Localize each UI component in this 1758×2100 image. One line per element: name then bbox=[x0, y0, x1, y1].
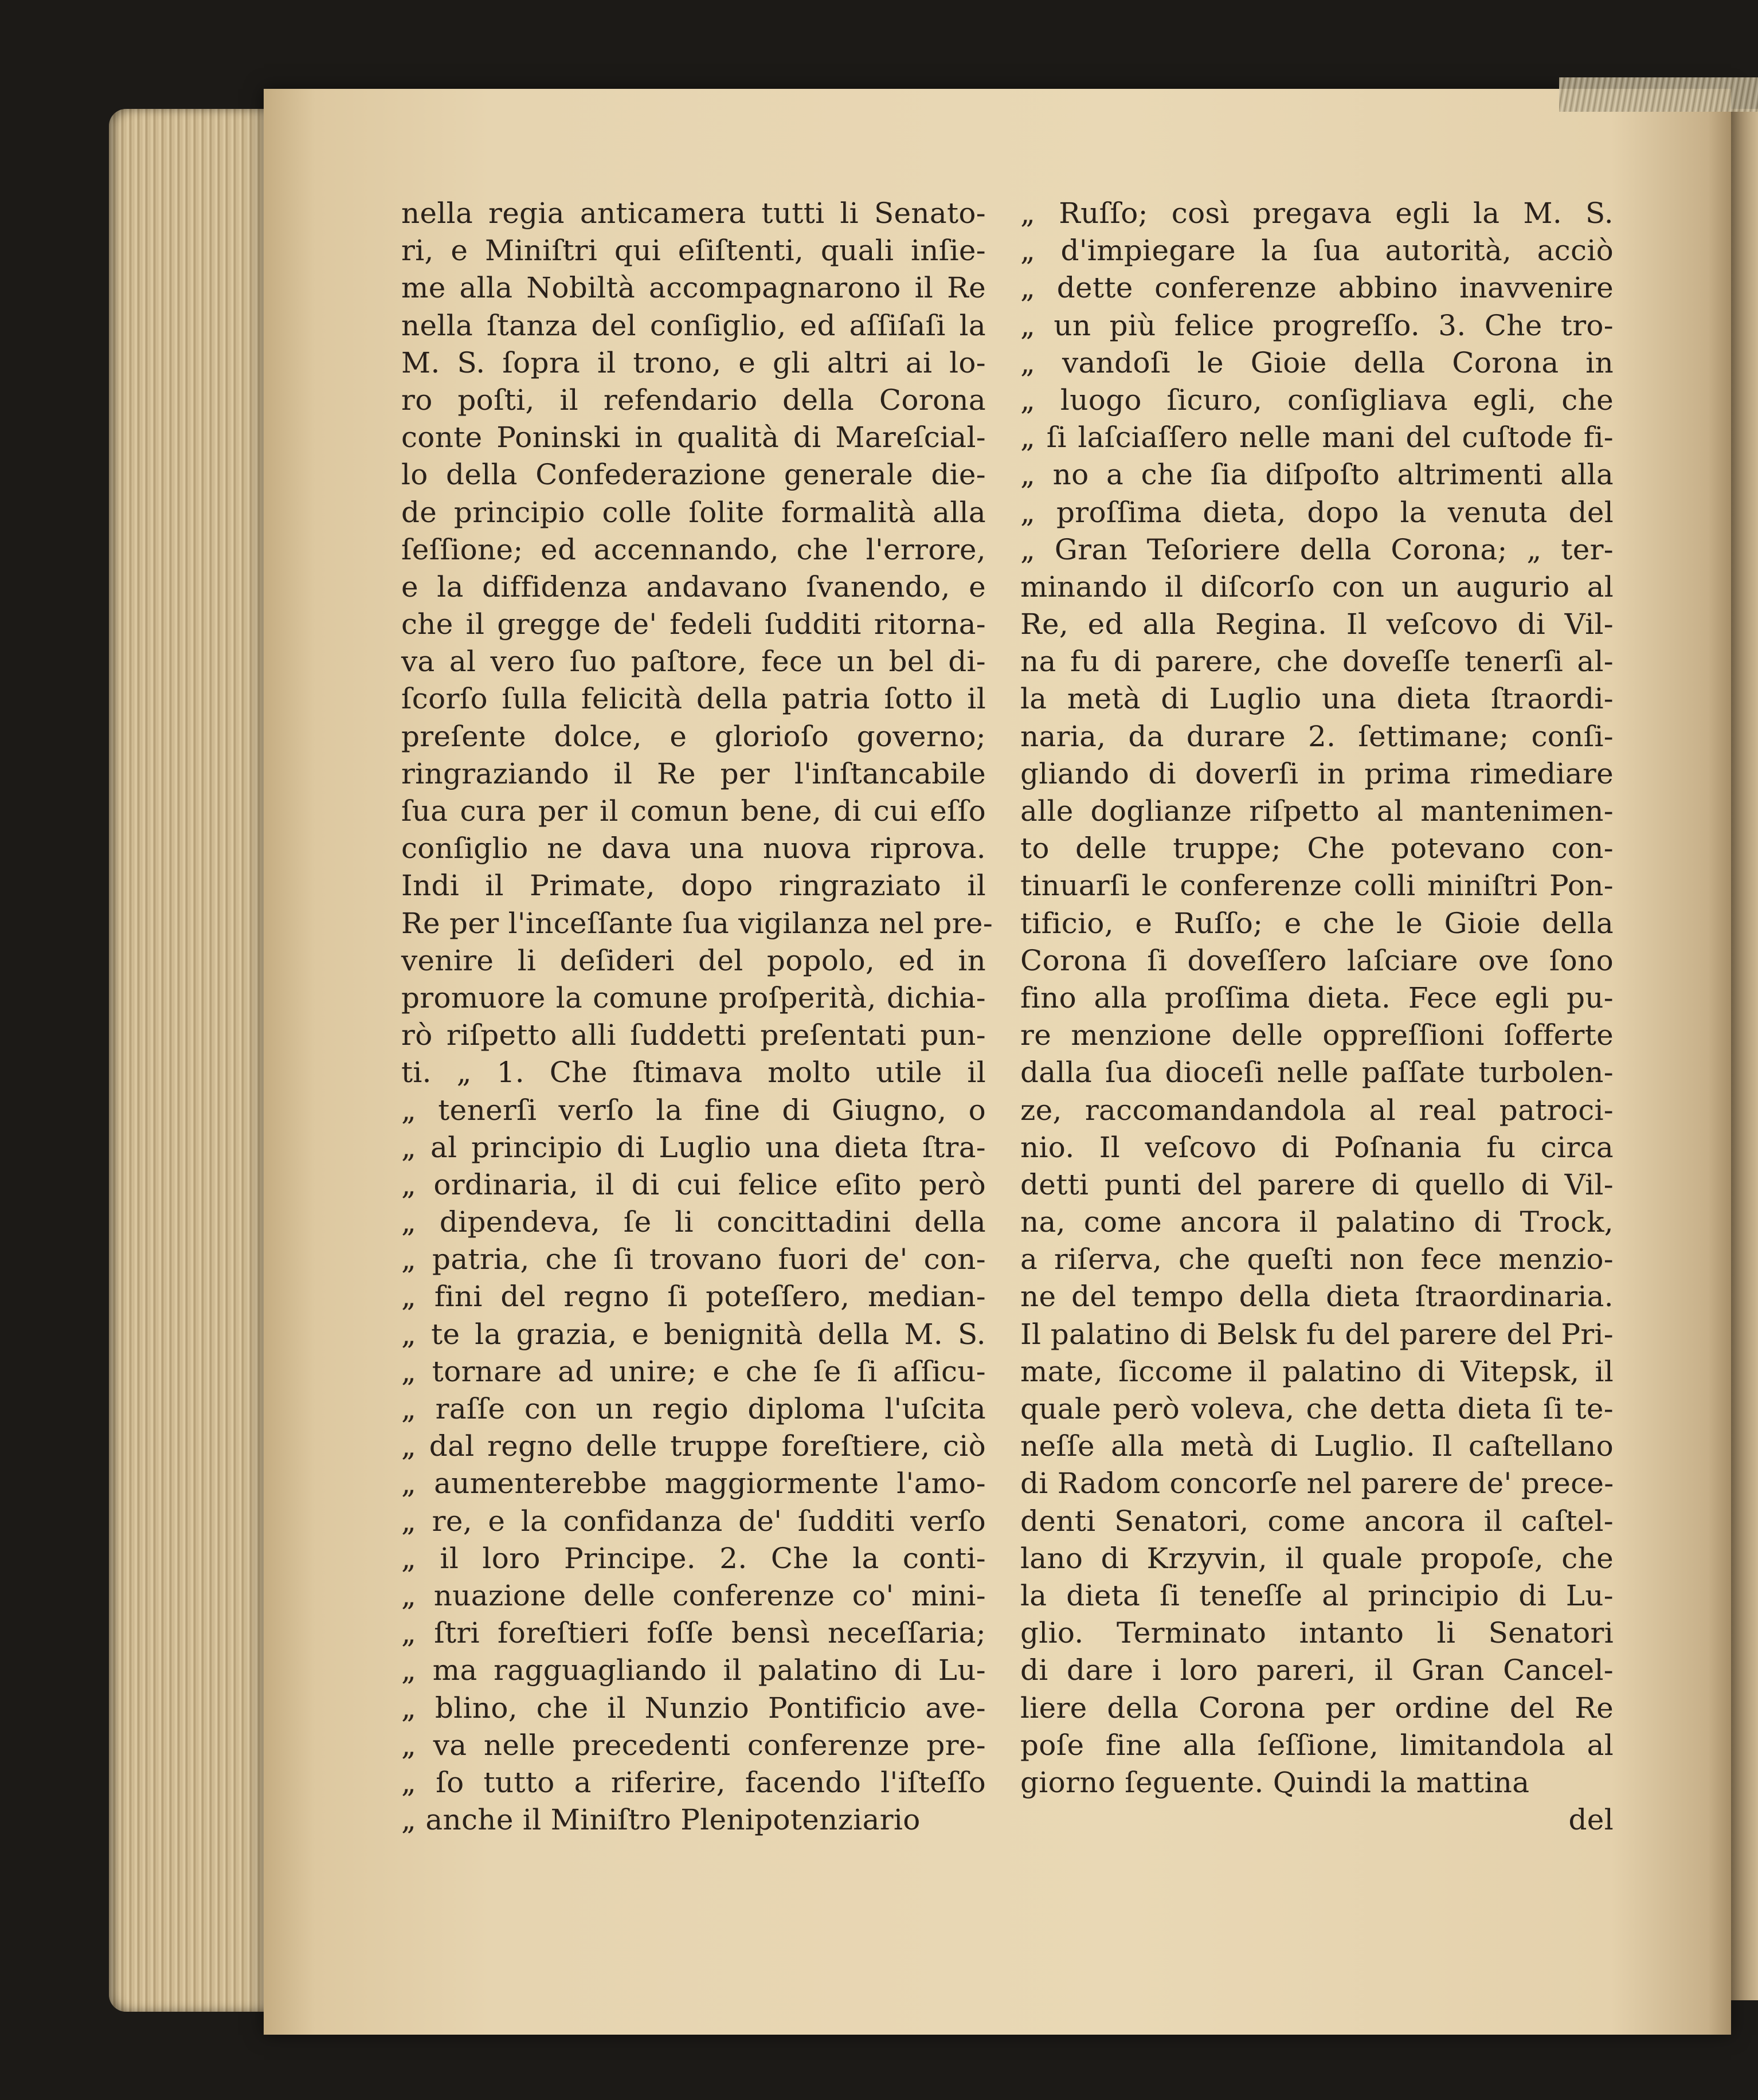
text-line: „ raſſe con un regio diploma l'uſcita bbox=[401, 1392, 986, 1425]
text-line: „ dette conferenze abbino inavvenire bbox=[1020, 271, 1614, 305]
text-line: „ blino, che il Nunzio Pontificio ave- bbox=[401, 1691, 986, 1725]
text-line: detti punti del parere di quello di Vil- bbox=[1020, 1167, 1614, 1201]
text-line: „ anche il Miniſtro Plenipotenziario bbox=[401, 1803, 921, 1837]
text-line: la metà di Luglio una dieta ſtraordi- bbox=[1020, 682, 1614, 716]
text-line: „ Gran Teſoriere della Corona; „ ter- bbox=[1020, 532, 1614, 566]
text-line: ſcorſo ſulla felicità della patria ſotto il bbox=[401, 682, 986, 716]
text-line: conte Poninski in qualità di Mareſcial- bbox=[401, 421, 986, 455]
text-line: minando il diſcorſo con un augurio al bbox=[1020, 570, 1614, 604]
text-line: „ re, e la confidanza de' ſudditi verſo bbox=[401, 1504, 986, 1538]
text-line: glio. Terminato intanto li Senatori bbox=[1020, 1616, 1614, 1650]
text-line: nio. Il veſcovo di Poſnania fu circa bbox=[1020, 1130, 1614, 1164]
text-line: Il palatino di Belsk fu del parere del Pri- bbox=[1020, 1317, 1614, 1351]
text-line: ri, e Miniſtri qui eſiſtenti, quali inſie- bbox=[401, 234, 986, 268]
text-line: tificio, e Ruſſo; e che le Gioie della bbox=[1020, 906, 1614, 940]
text-line: „ aumenterebbe maggiormente l'amo- bbox=[401, 1467, 986, 1500]
text-line: poſe fine alla ſeſſione, limitandola al bbox=[1020, 1728, 1614, 1762]
text-line: lo della Confederazione generale die- bbox=[401, 458, 986, 492]
text-line: „ luogo ſicuro, conſigliava egli, che bbox=[1020, 383, 1614, 417]
text-line: „ ſo tutto a riferire, facendo l'iſteſſo bbox=[401, 1765, 986, 1799]
text-line: gliando di doverſi in prima rimediare bbox=[1020, 757, 1614, 790]
text-line: to delle truppe; Che potevano con- bbox=[1020, 832, 1614, 865]
text-line: „ tenerſi verſo la fine di Giugno, o bbox=[401, 1093, 986, 1127]
right-text-column bbox=[1020, 195, 1614, 1839]
text-line: Re, ed alla Regina. Il veſcovo di Vil- bbox=[1020, 608, 1614, 641]
text-line: alle doglianze riſpetto al mantenimen- bbox=[1020, 794, 1614, 828]
text-line: „ nuazione delle conferenze co' mini- bbox=[401, 1578, 986, 1612]
text-line: la dieta ſi teneſſe al principio di Lu- bbox=[1020, 1578, 1614, 1612]
text-line: ne del tempo della dieta ſtraordinaria. bbox=[1020, 1280, 1614, 1314]
text-line: „ proſſima dieta, dopo la venuta del bbox=[1020, 495, 1614, 529]
text-line: conſiglio ne dava una nuova riprova. bbox=[401, 832, 986, 865]
text-line: „ va nelle precedenti conferenze pre- bbox=[401, 1728, 986, 1762]
text-line: denti Senatori, come ancora il caſtel- bbox=[1020, 1504, 1614, 1538]
text-line: preſente dolce, e glorioſo governo; bbox=[401, 719, 986, 753]
text-line: „ d'impiegare la ſua autorità, acciò bbox=[1020, 234, 1614, 268]
text-line: va al vero ſuo paſtore, fece un bel di- bbox=[401, 645, 986, 679]
text-line: „ un più felice progreſſo. 3. Che tro- bbox=[1020, 308, 1614, 342]
page-edges bbox=[109, 109, 275, 2012]
left-text-column bbox=[401, 195, 993, 1839]
text-line: che il gregge de' fedeli ſudditi ritorna- bbox=[401, 608, 986, 641]
binding-thread bbox=[1559, 77, 1758, 112]
text-line: ſeſſione; ed accennando, che l'errore, bbox=[401, 532, 986, 566]
text-line: „ Ruſſo; così pregava egli la M. S. bbox=[1020, 197, 1614, 230]
text-line: Re per l'inceſſante ſua vigilanza nel pre- bbox=[401, 906, 993, 940]
text-line: „ ſtri foreſtieri foſſe bensì neceſſaria; bbox=[401, 1616, 986, 1650]
text-line: M. S. ſopra il trono, e gli altri ai lo- bbox=[401, 346, 986, 379]
text-line: „ vandoſi le Gioie della Corona in bbox=[1020, 346, 1614, 379]
text-line: venire li deſideri del popolo, ed in bbox=[401, 943, 986, 977]
text-line: „ fini del regno ſi poteſſero, median- bbox=[401, 1280, 986, 1314]
text-line: „ te la grazia, e benignità della M. S. bbox=[401, 1317, 986, 1351]
text-line: di Radom concorſe nel parere de' prece- bbox=[1020, 1467, 1614, 1500]
text-line: na fu di parere, che doveſſe tenerſi al- bbox=[1020, 645, 1614, 679]
text-line: „ ordinaria, il di cui felice eſito però bbox=[401, 1167, 986, 1201]
text-line: mate, ſiccome il palatino di Vitepsk, il bbox=[1020, 1354, 1614, 1388]
text-line: „ ma ragguagliando il palatino di Lu- bbox=[401, 1654, 986, 1687]
text-line: „ tornare ad unire; e che ſe ſi aſſicu- bbox=[401, 1354, 986, 1388]
text-line: re menzione delle oppreſſioni ſofferte bbox=[1020, 1018, 1614, 1052]
text-line: ti. „ 1. Che ſtimava molto utile il bbox=[401, 1056, 986, 1090]
text-line: ro poſti, il refendario della Corona bbox=[401, 383, 986, 417]
text-line: promuore la comune proſperità, dichia- bbox=[401, 981, 986, 1014]
text-line: tinuarſi le conferenze colli miniſtri Pon- bbox=[1020, 869, 1614, 903]
text-line: ringraziando il Re per l'inſtancabile bbox=[401, 757, 986, 790]
text-line: lano di Krzyvin, il quale propoſe, che bbox=[1020, 1541, 1614, 1575]
text-line: liere della Corona per ordine del Re bbox=[1020, 1691, 1614, 1725]
text-line: „ il loro Principe. 2. Che la conti- bbox=[401, 1541, 986, 1575]
text-line: me alla Nobiltà accompagnarono il Re bbox=[401, 271, 986, 305]
text-line: Corona ſi doveſſero laſciare ove ſono bbox=[1020, 943, 1614, 977]
text-line: nella regia anticamera tutti li Senato- bbox=[401, 197, 986, 230]
text-line: e la diffidenza andavano ſvanendo, e bbox=[401, 570, 986, 604]
text-line: na, come ancora il palatino di Trock, bbox=[1020, 1205, 1614, 1239]
text-line: de principio colle ſolite formalità alla bbox=[401, 495, 986, 529]
text-line: ſua cura per il comun bene, di cui eſſo bbox=[401, 794, 986, 828]
text-line: „ dal regno delle truppe foreſtiere, ciò bbox=[401, 1429, 986, 1463]
text-line: giorno ſeguente. Quindi la mattina bbox=[1020, 1765, 1530, 1799]
text-line: dalla ſua dioceſi nelle paſſate turbolen- bbox=[1020, 1056, 1614, 1090]
text-line: rò riſpetto alli ſuddetti preſentati pun- bbox=[401, 1018, 986, 1052]
catchword: del bbox=[1568, 1803, 1614, 1837]
text-line: „ ſi laſciaſſero nelle mani del cuſtode fi- bbox=[1020, 421, 1614, 455]
text-line: di dare i loro pareri, il Gran Cancel- bbox=[1020, 1654, 1614, 1687]
text-line: naria, da durare 2. ſettimane; conſi- bbox=[1020, 719, 1614, 753]
text-line: nella ſtanza del conſiglio, ed aſſiſaſi la bbox=[401, 308, 986, 342]
text-line: „ dipendeva, ſe li concittadini della bbox=[401, 1205, 986, 1239]
text-line: quale però voleva, che detta dieta ſi te- bbox=[1020, 1392, 1614, 1425]
text-line: a riſerva, che queſti non fece menzio- bbox=[1020, 1243, 1614, 1276]
text-line: neſſe alla metà di Luglio. Il caſtellano bbox=[1020, 1429, 1614, 1463]
text-line: „ patria, che ſi trovano fuori de' con- bbox=[401, 1243, 986, 1276]
text-line: Indi il Primate, dopo ringraziato il bbox=[401, 869, 986, 903]
text-line: „ al principio di Luglio una dieta ſtra- bbox=[401, 1130, 986, 1164]
text-line: „ no a che ſia diſpoſto altrimenti alla bbox=[1020, 458, 1614, 492]
text-line: fino alla proſſima dieta. Fece egli pu- bbox=[1020, 981, 1614, 1014]
text-line: ze, raccomandandola al real patroci- bbox=[1020, 1093, 1614, 1127]
